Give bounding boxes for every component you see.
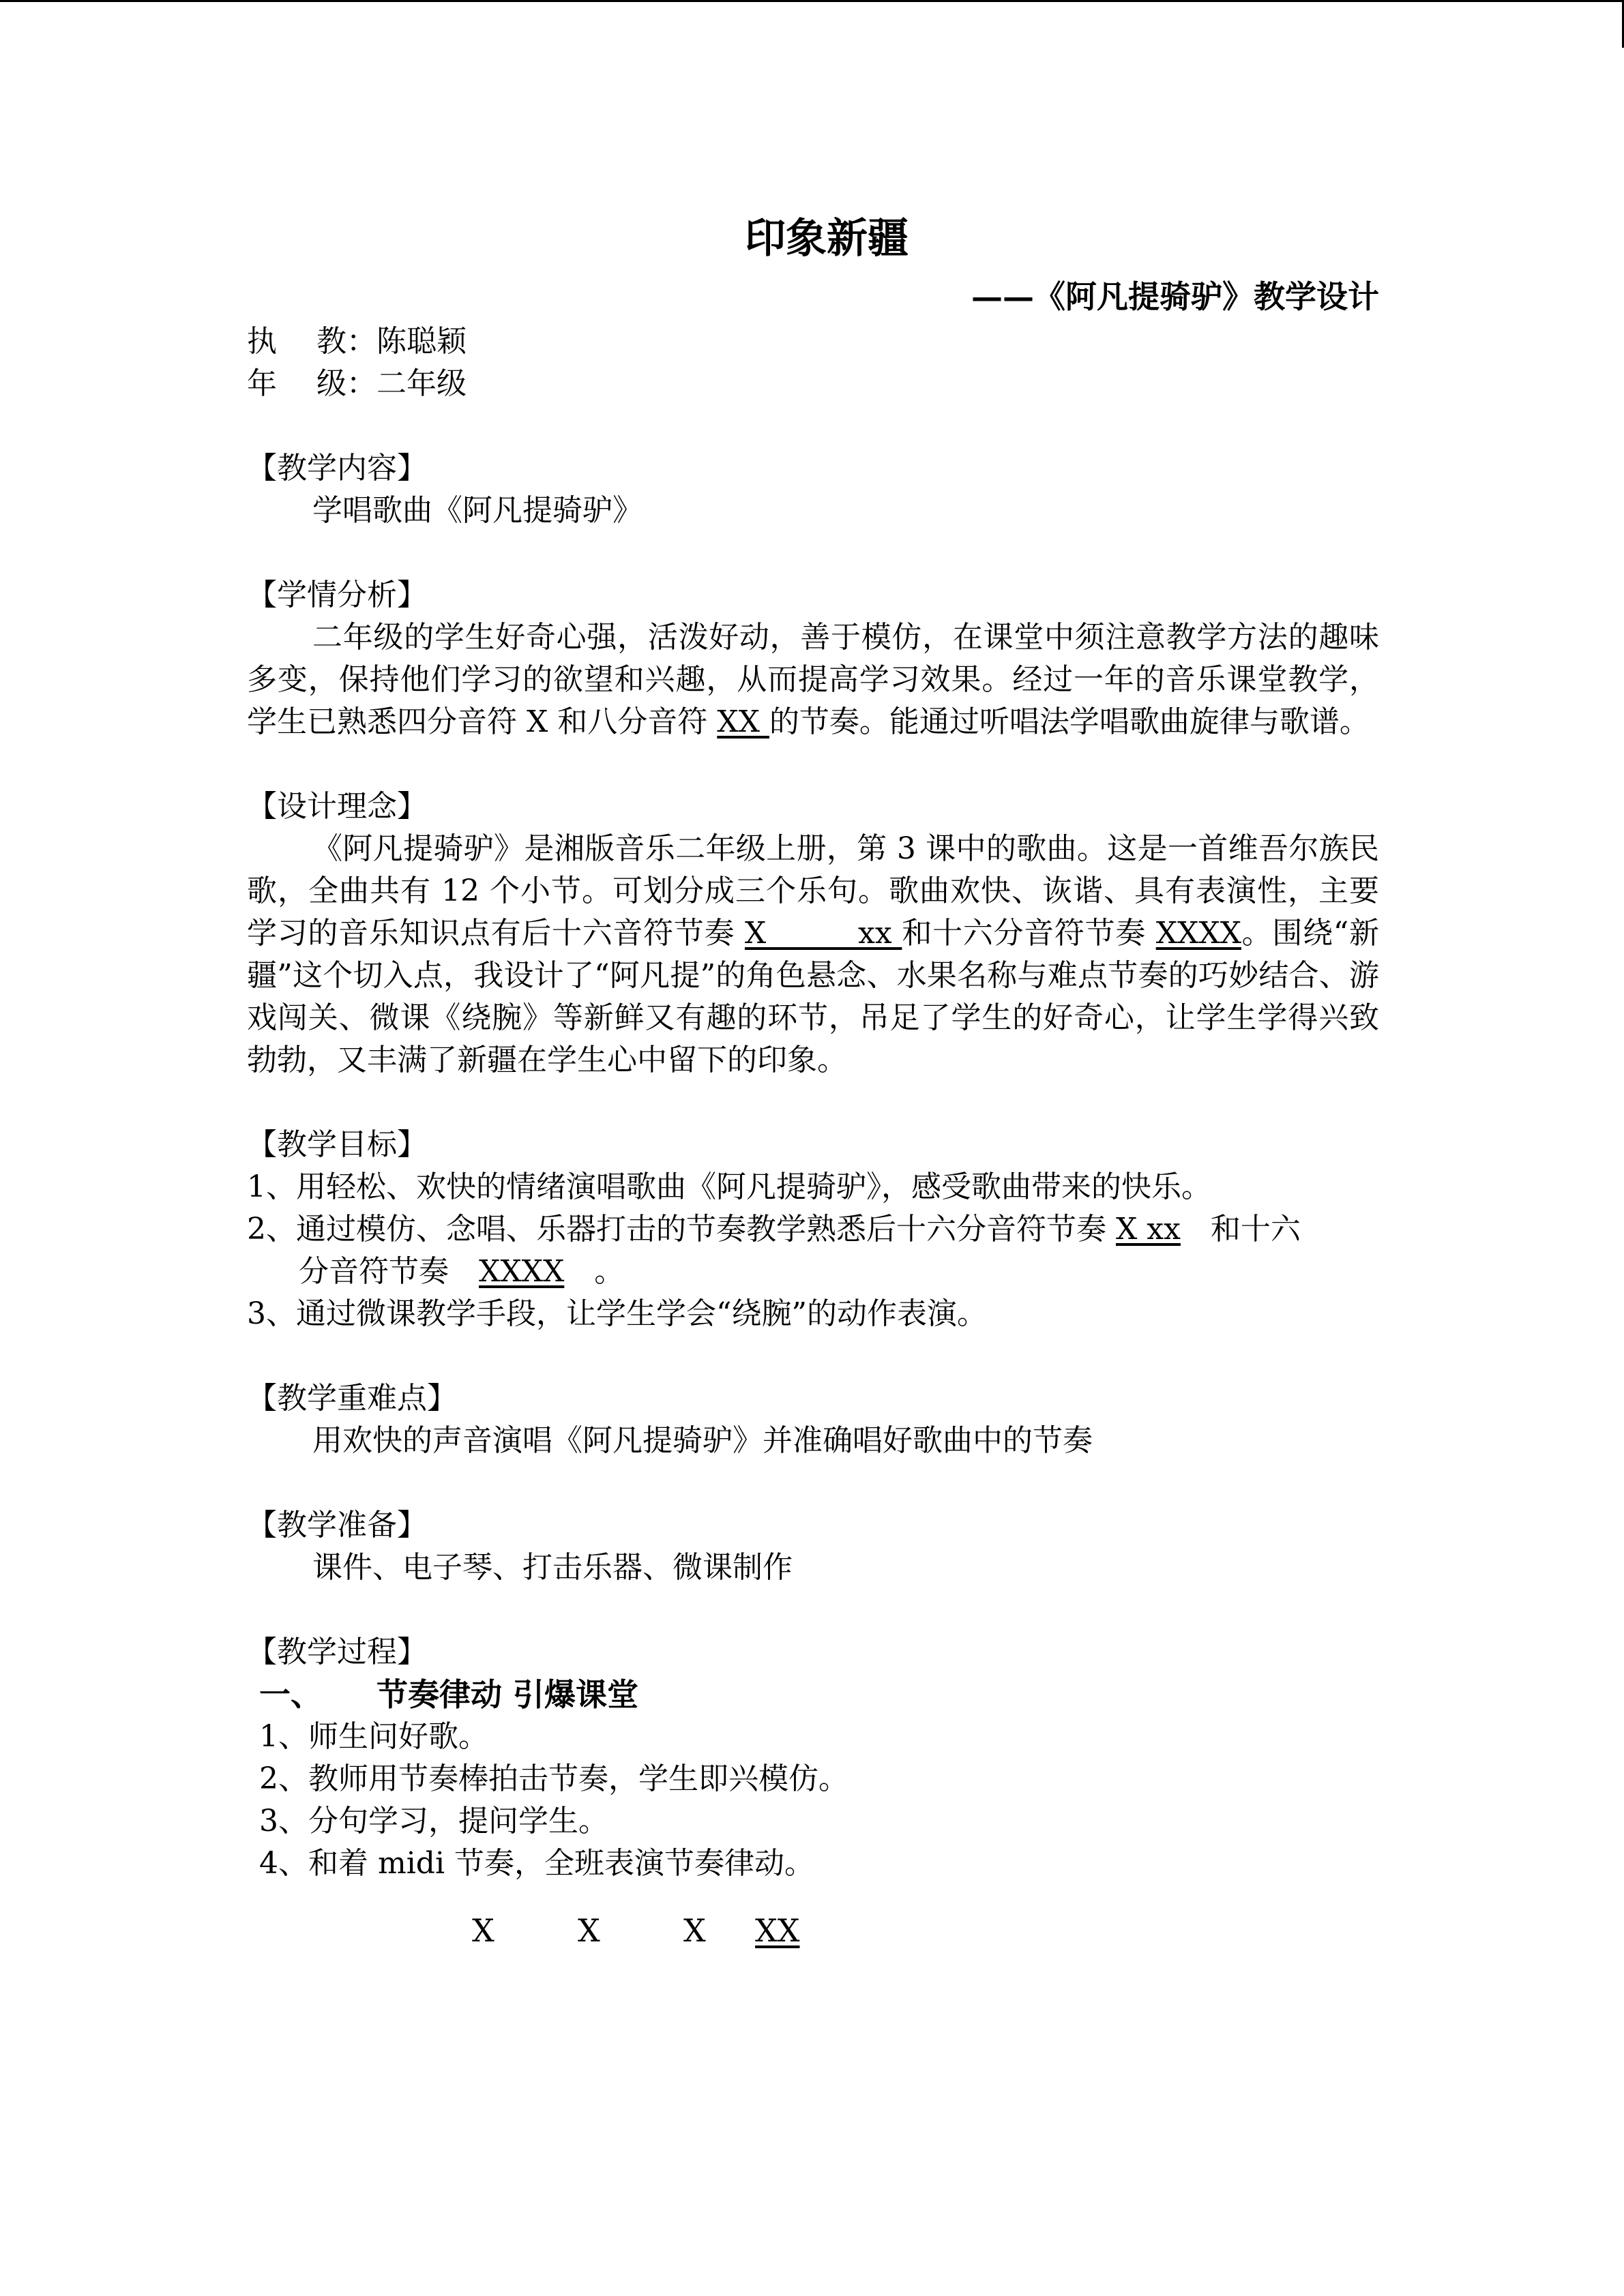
concept-rhythm-1: X xx	[744, 916, 902, 951]
difficulty-heading: 【教学重难点】	[247, 1381, 457, 1416]
teacher-value: 陈聪颖	[377, 324, 467, 359]
rhythm-note-1: X	[472, 1912, 494, 1949]
rhythm-note-4: XX	[755, 1912, 800, 1949]
analysis-text-1: 二年级的学生好奇心强，活泼好动，善于模仿，在课堂中须注意教学方法的趣味多变，保持他们学习的欲望和兴趣，从而提高学习效果。经过一年的音乐课堂教学，学生已熟悉四分音符 X 和八分音符	[247, 620, 1379, 739]
grade-value: 二年级	[377, 366, 467, 401]
goal-item-2-text	[296, 1208, 1301, 1251]
goal-item-2-text-b: 和十六	[1180, 1212, 1301, 1247]
grade-label-a: 年	[247, 366, 277, 401]
goal-item-3: 3、通过微课教学手段，让学生学会“绕腕”的动作表演。	[247, 1296, 987, 1331]
document-page	[247, 205, 1379, 1952]
concept-paragraph	[247, 828, 1379, 1082]
grade-label-b: 级：	[316, 366, 377, 401]
process-heading: 【教学过程】	[247, 1635, 427, 1669]
concept-rhythm-2: XXXX	[1155, 916, 1241, 951]
analysis-paragraph	[247, 616, 1379, 743]
top-border-line	[0, 0, 1624, 2]
goal-item-2-continued	[247, 1251, 1379, 1293]
preparation-text: 课件、电子琴、打击乐器、微课制作	[312, 1550, 793, 1585]
goal-item-2-rhythm-1: X xx	[1115, 1212, 1181, 1247]
goal-item-2-text-a: 通过模仿、念唱、乐器打击的节奏教学熟悉后十六分音符节奏	[296, 1212, 1116, 1247]
rhythm-pattern	[247, 1909, 1379, 1952]
goal-item-2-text-c: 分音符节奏	[299, 1254, 479, 1289]
teacher-label-a: 执	[247, 324, 277, 359]
document-title: 印象新疆	[745, 215, 909, 263]
rhythm-note-3: X	[683, 1912, 706, 1949]
preparation-heading: 【教学准备】	[247, 1508, 427, 1542]
process-step-1: 1、师生问好歌。	[259, 1719, 488, 1754]
concept-heading: 【设计理念】	[247, 789, 427, 824]
analysis-text-2: 的节奏。能通过听唱法学唱歌曲旋律与歌谱。	[769, 704, 1370, 739]
process-section-1-title: 节奏律动 引爆课堂	[377, 1676, 639, 1713]
analysis-rhythm-xx: XX	[717, 704, 769, 739]
rhythm-note-2: X	[578, 1912, 600, 1949]
analysis-heading: 【学情分析】	[247, 578, 427, 612]
goal-item-2	[247, 1208, 1379, 1251]
concept-text-2: 和十六分音符节奏	[902, 916, 1156, 951]
concept-text-3: 。围绕“新疆”这个切入点，我设计了“阿凡提”的角色悬念、水果名称与难点节奏的巧妙结合、游戏闯关、微课《绕腕》等新鲜又有趣的环节，吊足了学生的好奇心，让学生学得兴致勃勃，又丰满了新疆在学生心中留下的印象。	[247, 916, 1379, 1077]
content-heading: 【教学内容】	[247, 451, 427, 486]
teacher-row	[247, 320, 1379, 363]
teacher-label-b: 教：	[316, 324, 377, 359]
process-step-2: 2、教师用节奏棒拍击节奏，学生即兴模仿。	[259, 1761, 848, 1796]
process-section-1-number: 一、	[259, 1676, 322, 1713]
process-section-1	[247, 1673, 1379, 1716]
goal-item-2-number: 2、	[247, 1212, 296, 1247]
content-text: 学唱歌曲《阿凡提骑驴》	[312, 493, 643, 528]
goals-heading: 【教学目标】	[247, 1127, 427, 1162]
difficulty-text: 用欢快的声音演唱《阿凡提骑驴》并准确唱好歌曲中的节奏	[312, 1423, 1093, 1458]
teacher-label	[247, 320, 377, 363]
concept-text-1: 《阿凡提骑驴》是湘版音乐二年级上册，第 3 课中的歌曲。这是一首维吾尔族民歌，全曲共有 12 个小节。可划分成三个乐句。歌曲欢快、诙谐、具有表演性，主要学习的音乐知识点有后十六音符节奏	[247, 831, 1379, 951]
grade-row	[247, 363, 1379, 405]
document-subtitle: ——《阿凡提骑驴》教学设计	[971, 278, 1379, 315]
goal-item-1: 1、用轻松、欢快的情绪演唱歌曲《阿凡提骑驴》，感受歌曲带来的快乐。	[247, 1169, 1211, 1204]
goal-item-2-text-d: 。	[564, 1254, 625, 1289]
process-step-3: 3、分句学习，提问学生。	[259, 1804, 608, 1838]
grade-label	[247, 363, 377, 405]
process-step-4: 4、和着 midi 节奏，全班表演节奏律动。	[259, 1846, 814, 1881]
goal-item-2-rhythm-2: XXXX	[479, 1254, 565, 1289]
